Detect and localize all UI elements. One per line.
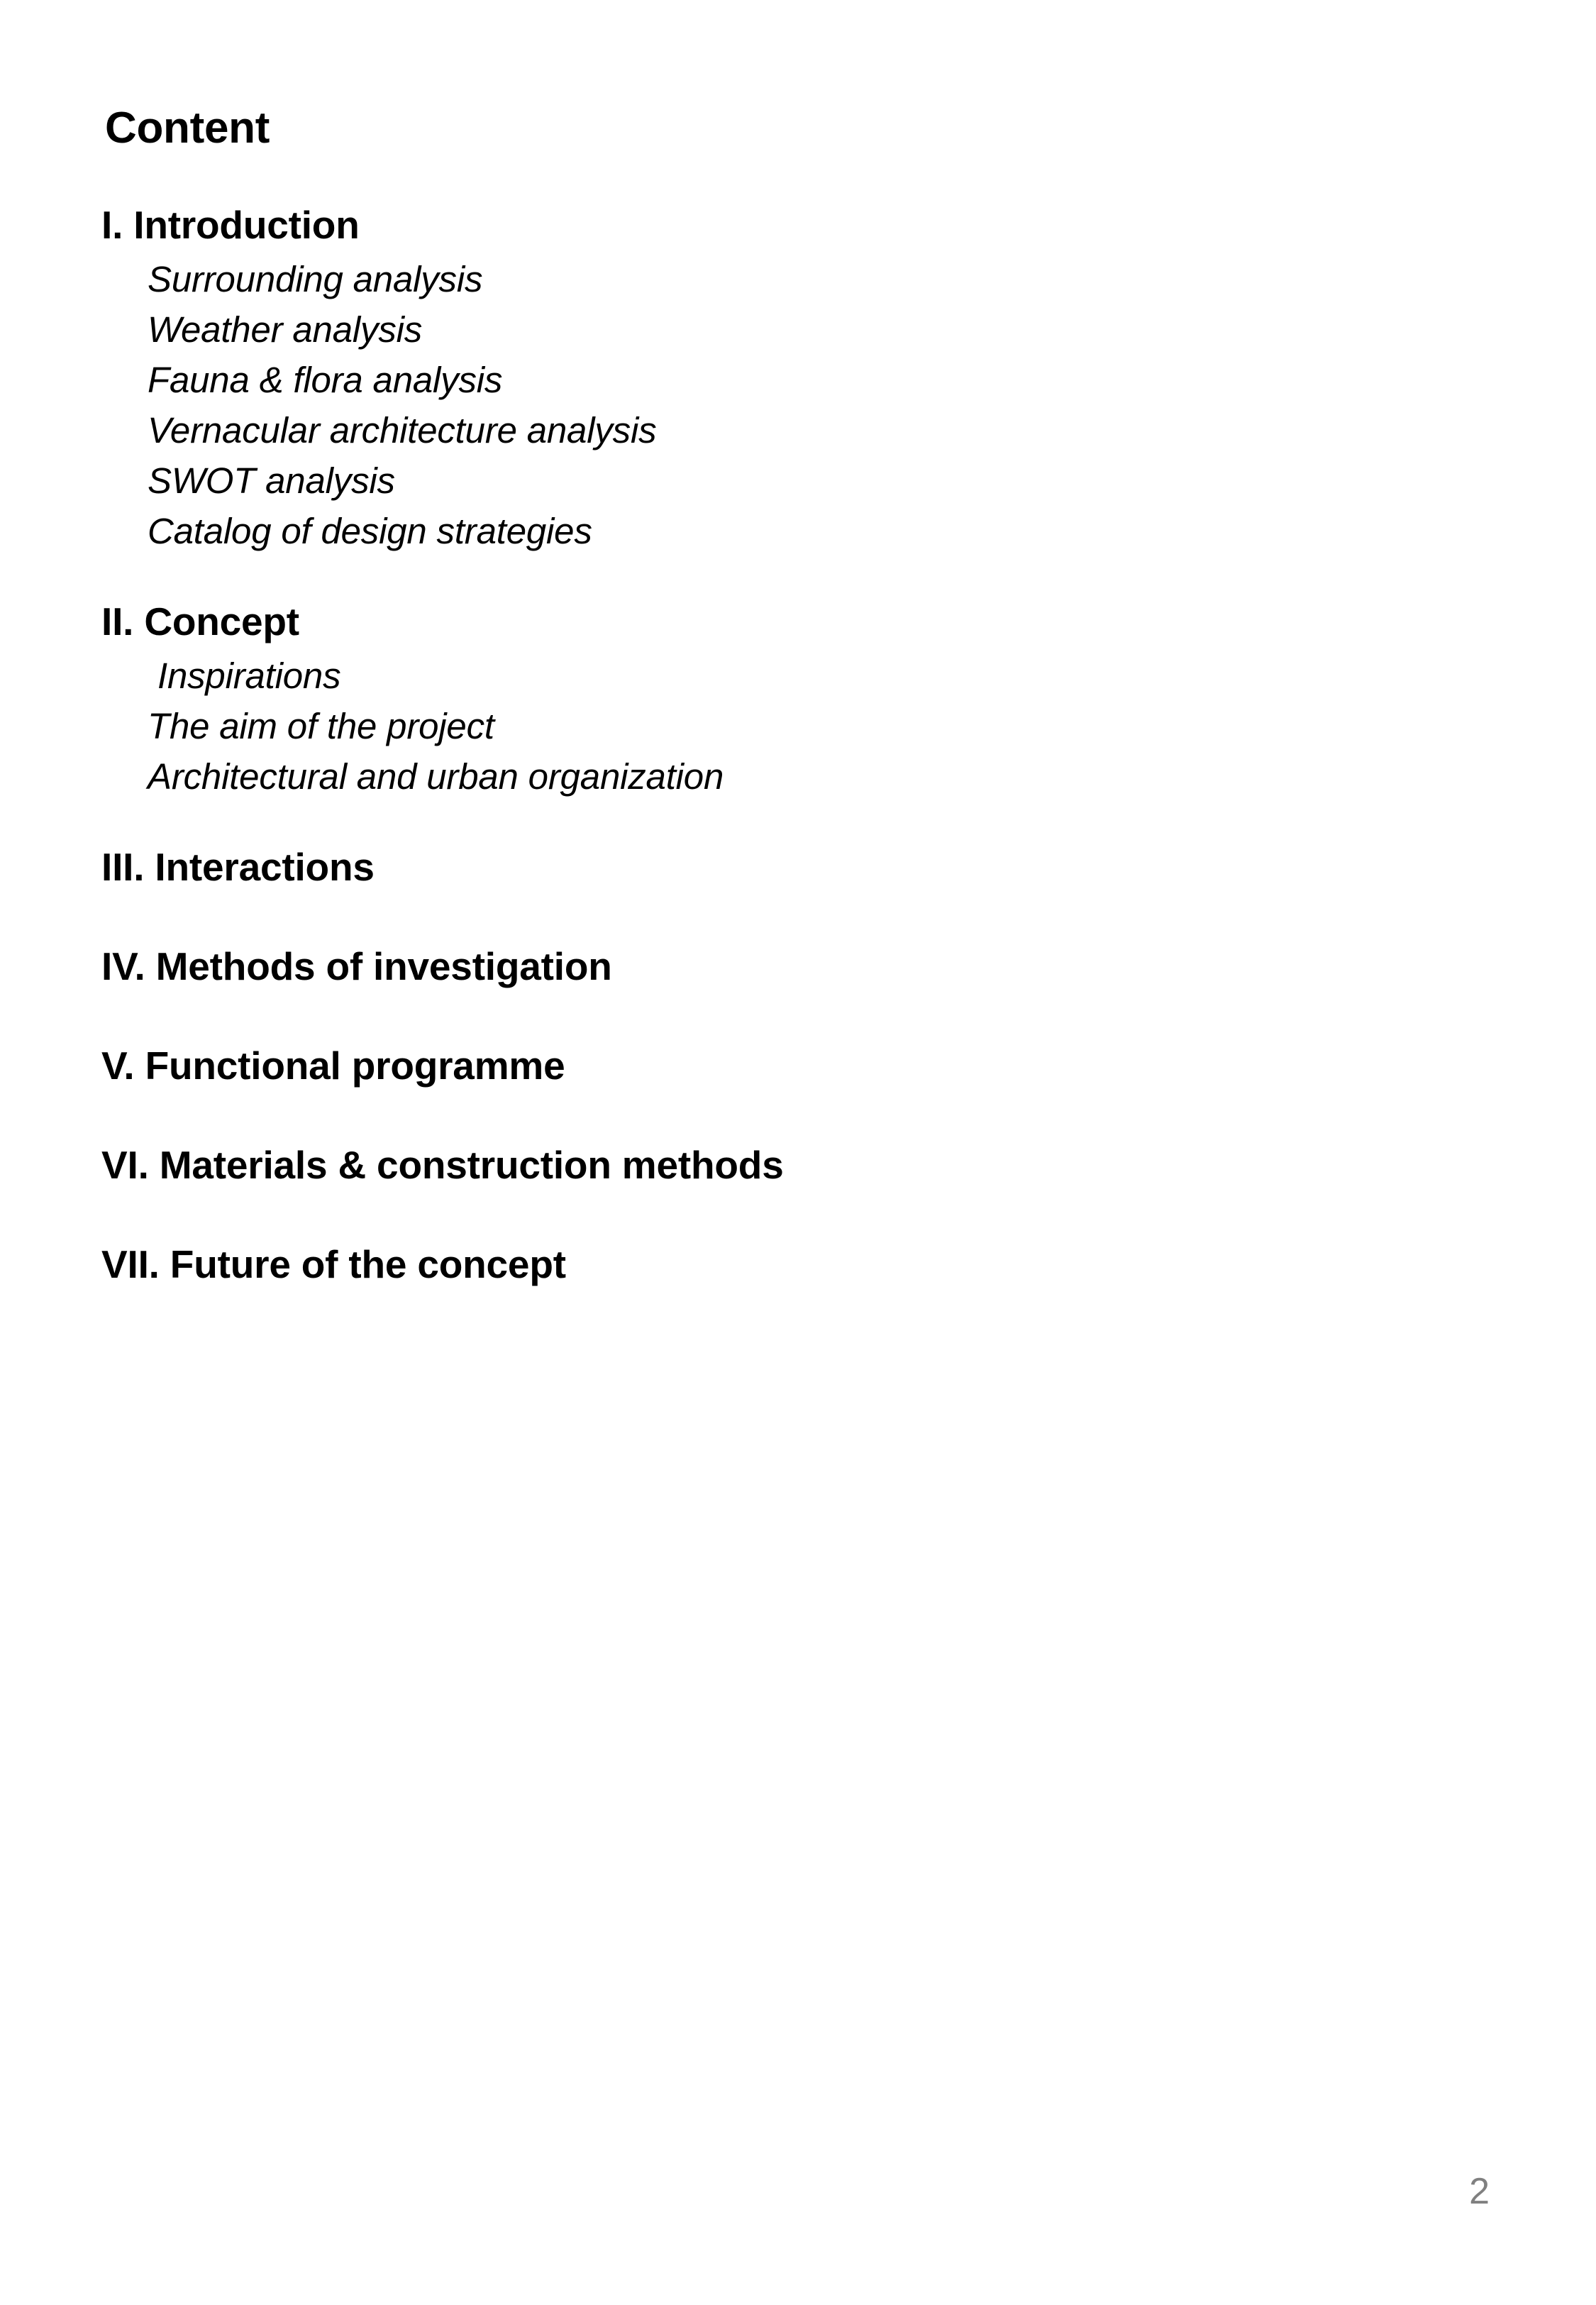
spacer [101,641,1485,651]
toc-section-vi [101,1143,1485,1187]
toc-section-ii [101,599,1485,802]
toc-subitems-ii [101,651,1485,802]
toc-heading-i[interactable]: I. Introduction [101,203,360,247]
spacer [101,1185,1485,1245]
spacer [101,1085,1485,1146]
spacer [101,556,1485,602]
toc-subitem[interactable]: Catalog of design strategies [148,511,592,551]
toc-section-iv [101,944,1485,988]
toc-subitem[interactable]: The aim of the project [148,706,494,746]
spacer [101,802,1485,848]
toc-subitem[interactable]: SWOT analysis [148,460,395,501]
page-number: 2 [1469,2171,1490,2212]
toc-heading-ii[interactable]: II. Concept [101,599,299,643]
toc-subitems-i [101,254,1485,556]
spacer [101,150,1485,206]
toc-subitem[interactable]: Inspirations [148,656,341,696]
toc-heading-vi[interactable]: VI. Materials & construction methods [101,1143,784,1187]
toc-heading-iii[interactable]: III. Interactions [101,845,375,889]
toc-subitem[interactable]: Fauna & flora analysis [148,360,503,400]
spacer [101,986,1485,1046]
content-body [101,106,1485,1284]
toc-heading-iv[interactable]: IV. Methods of investigation [101,944,612,988]
page-title: Content [105,104,270,153]
toc-section-iii [101,845,1485,889]
toc-heading-v[interactable]: V. Functional programme [101,1044,565,1088]
toc-heading-vii[interactable]: VII. Future of the concept [101,1242,566,1286]
toc-section-vii [101,1242,1485,1286]
toc-subitem[interactable]: Weather analysis [148,309,423,350]
toc-section-v [101,1044,1485,1088]
spacer [101,887,1485,947]
toc-section-i [101,203,1485,556]
toc-subitem[interactable]: Surrounding analysis [148,259,483,299]
toc-subitem[interactable]: Architectural and urban organization [148,756,724,797]
toc-subitem[interactable]: Vernacular architecture analysis [148,410,657,451]
